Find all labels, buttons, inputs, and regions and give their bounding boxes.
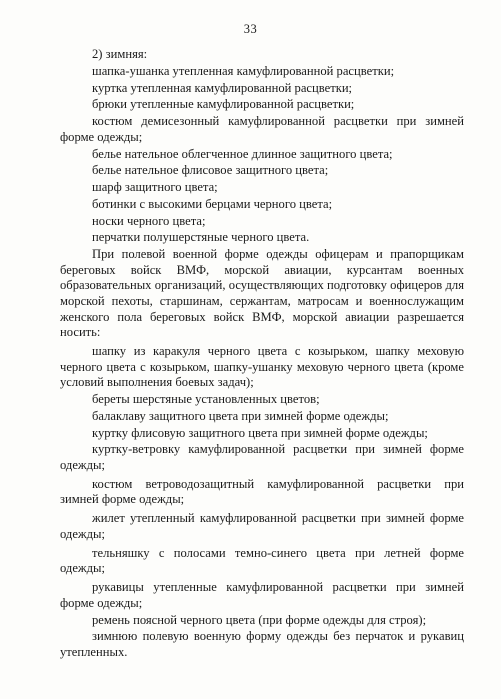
body-text [60, 47, 464, 662]
paragraph: ботинки с высокими берцами черного цвета; [92, 196, 333, 211]
paragraph: брюки утепленные камуфлированной расцветки; [92, 97, 355, 112]
paragraph: балаклаву защитного цвета при зимней форме одежды; [92, 408, 389, 423]
paragraph: зимнюю полевую военную форму одежды без перчаток и рукавиц утепленных. [60, 629, 464, 660]
paragraph: перчатки полушерстяные черного цвета. [92, 230, 310, 245]
paragraph: куртку-ветровку камуфлированной расцветки при зимней форме одежды; [60, 442, 464, 472]
paragraph: куртку флисовую защитного цвета при зимней форме одежды; [92, 425, 428, 440]
paragraph: береты шерстяные установленных цветов; [92, 392, 320, 407]
paragraph: шапка-ушанка утепленная камуфлированной расцветки; [92, 63, 395, 78]
paragraph: шапку из каракуля черного цвета с козырьком, шапку меховую черного цвета с козырьком, шапку-ушанку меховую черного цвета (кроме условий выполнения боевых задач); [60, 344, 464, 390]
paragraph: носки черного цвета; [92, 213, 206, 228]
paragraph: белье нательное флисовое защитного цвета; [92, 163, 329, 178]
paragraph: куртка утепленная камуфлированной расцветки; [92, 80, 353, 95]
paragraph: 2) зимняя: [92, 47, 148, 61]
paragraph: При полевой военной форме одежды офицерам и прапорщикам береговых войск ВМФ, морской авиации, курсантам военных образовательных организаций, осуществляющих подготовку офицеров для морской пехоты, старшинам, сержантам, матросам и военнослужащим женского пола береговых войск ВМФ, морской авиации разрешается носить: [60, 247, 464, 340]
paragraph: костюм ветроводозащитный камуфлированной расцветки при зимней форме одежды; [60, 476, 464, 507]
paragraph: шарф защитного цвета; [92, 180, 218, 195]
paragraph: жилет утепленный камуфлированной расцветки при зимней форме одежды; [60, 511, 464, 541]
paragraph: ремень поясной черного цвета (при форме одежды для строя); [92, 612, 427, 627]
paragraph: тельняшку с полосами темно-синего цвета при летней форме одежды; [60, 545, 464, 576]
paragraph: белье нательное облегченное длинное защитного цвета; [92, 146, 393, 161]
paragraph: костюм демисезонный камуфлированной расцветки при зимней форме одежды; [60, 114, 464, 144]
page-number: 33 [243, 22, 258, 36]
paragraph: рукавицы утепленные камуфлированной расцветки при зимней форме одежды; [60, 580, 464, 610]
